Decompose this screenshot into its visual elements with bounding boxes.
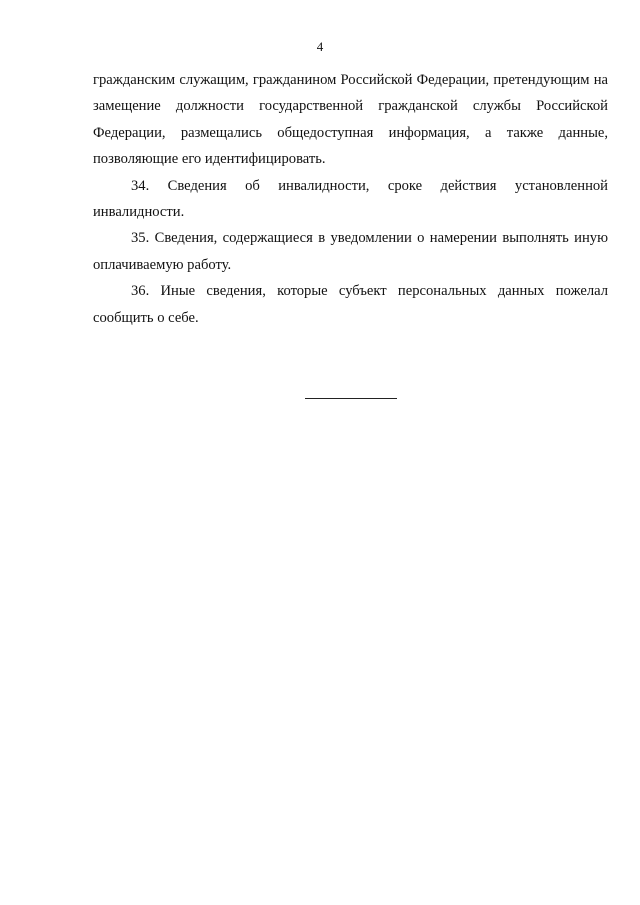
- paragraph-item-34: 34. Сведения об инвалидности, сроке действия установленной инвалидности.: [93, 177, 608, 221]
- paragraph-item-36: 36. Иные сведения, которые субъект персональных данных пожелал сообщить о себе.: [93, 283, 608, 326]
- end-of-document-rule: [305, 398, 397, 399]
- page-number: 4: [316, 39, 324, 54]
- document-body: [93, 67, 608, 331]
- paragraph-continuation: гражданским служащим, гражданином Российской Федерации, претендующим на замещение должности государственной гражданской службы Российской Федерации, размещались общедоступная информация, а также данные, позволяющие его идентифицировать.: [93, 72, 608, 168]
- paragraph-item-35: 35. Сведения, содержащиеся в уведомлении о намерении выполнять иную оплачиваемую работу.: [93, 230, 608, 273]
